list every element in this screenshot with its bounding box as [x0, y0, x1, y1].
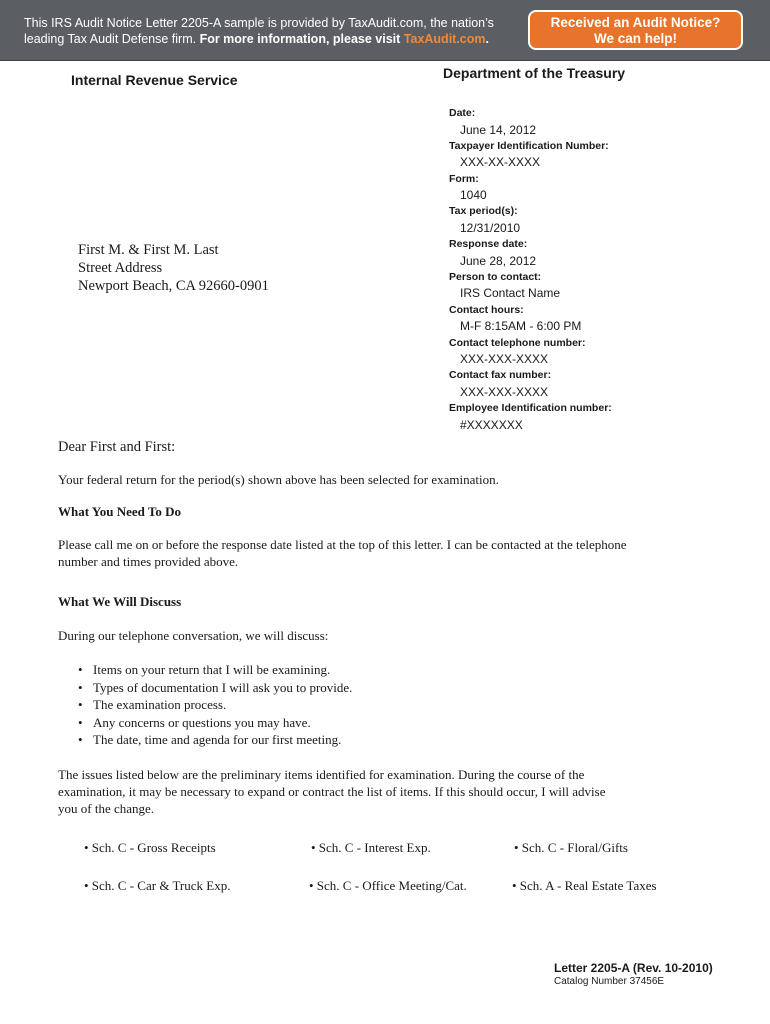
- list-item: [78, 714, 352, 732]
- banner-line-2-bold: For more information, please visit: [199, 32, 404, 46]
- letter-id: Letter 2205-A (Rev. 10-2010): [554, 961, 713, 975]
- recipient-address: [78, 241, 269, 295]
- contact-person-label: Person to contact:: [449, 270, 542, 283]
- form-value: 1040: [460, 188, 487, 203]
- response-date-value: June 28, 2012: [460, 253, 537, 268]
- list-item-text: Any concerns or questions you may have.: [93, 714, 311, 730]
- recipient-name: First M. & First M. Last: [78, 242, 219, 258]
- list-item-text: The date, time and agenda for our first meeting.: [93, 732, 342, 747]
- bullet-icon: •: [78, 697, 83, 712]
- contact-phone-label: Contact telephone number:: [449, 336, 586, 349]
- contact-hours-label: Contact hours:: [449, 303, 524, 316]
- paragraph-issues-intro: [58, 766, 718, 817]
- recipient-city: Newport Beach, CA 92660-0901: [78, 278, 269, 294]
- tax-period-label: Tax period(s):: [449, 205, 518, 218]
- issue-item: • Sch. A - Real Estate Taxes: [512, 878, 657, 893]
- contact-fax-label: Contact fax number:: [449, 369, 552, 382]
- audit-help-button[interactable]: [528, 10, 743, 50]
- heading-what-you-need-to-do: What You Need To Do: [58, 504, 182, 519]
- taxaudit-link[interactable]: TaxAudit.com: [403, 32, 486, 46]
- letter-info-block: [449, 105, 749, 433]
- bullet-icon: •: [78, 732, 83, 747]
- salutation: Dear First and First:: [58, 439, 176, 455]
- date-value: June 14, 2012: [460, 122, 537, 137]
- employee-id-value: #XXXXXXX: [460, 417, 523, 432]
- form-label: Form:: [449, 172, 479, 185]
- date-label: Date:: [449, 107, 476, 119]
- response-date-label: Response date:: [449, 238, 528, 251]
- catalog-number: Catalog Number 37456E: [554, 976, 665, 987]
- cta-line-1: Received an Audit Notice?: [550, 15, 721, 30]
- banner-period: .: [485, 32, 489, 46]
- cta-line-2: We can help!: [593, 31, 678, 46]
- tin-label: Taxpayer Identification Number:: [449, 139, 609, 152]
- recipient-street: Street Address: [78, 260, 163, 276]
- paragraph-discuss-intro: During our telephone conversation, we will discuss:: [58, 628, 329, 643]
- bullet-icon: •: [78, 714, 83, 730]
- banner-line-2: [24, 31, 514, 47]
- paragraph-need-to-do: [58, 536, 718, 570]
- contact-fax-value: XXX-XXX-XXXX: [460, 384, 549, 399]
- contact-phone-value: XXX-XXX-XXXX: [460, 352, 549, 367]
- list-item: [78, 731, 352, 749]
- list-item: [78, 661, 352, 679]
- list-item-text: The examination process.: [93, 697, 227, 712]
- issue-item: • Sch. C - Floral/Gifts: [514, 840, 628, 855]
- tin-value: XXX-XX-XXXX: [460, 155, 541, 170]
- agency-name: Internal Revenue Service: [71, 72, 238, 88]
- issue-item: • Sch. C - Gross Receipts: [84, 840, 216, 855]
- heading-what-we-will-discuss: What We Will Discuss: [58, 594, 182, 609]
- banner-text: [24, 15, 514, 47]
- list-item: [78, 679, 352, 697]
- banner-line-2-plain: leading Tax Audit Defense firm.: [24, 32, 200, 46]
- issue-item: • Sch. C - Office Meeting/Cat.: [309, 878, 467, 893]
- bullet-icon: •: [78, 662, 83, 677]
- tax-period-value: 12/31/2010: [460, 220, 521, 235]
- employee-id-label: Employee Identification number:: [449, 402, 612, 415]
- paragraph-line: Please call me on or before the response date listed at the top of this letter. I can be contacted at the telephone: [58, 537, 627, 552]
- paragraph-line: examination, it may be necessary to expand or contract the list of items. If this should occur, I will advise: [58, 784, 606, 799]
- contact-hours-value: M-F 8:15AM - 6:00 PM: [460, 319, 582, 334]
- paragraph-line: you of the change.: [58, 801, 155, 816]
- issue-item: • Sch. C - Interest Exp.: [311, 840, 431, 855]
- banner-line-1: This IRS Audit Notice Letter 2205-A sample is provided by TaxAudit.com, the nation’s: [24, 16, 494, 30]
- paragraph-line: The issues listed below are the preliminary items identified for examination. During the course of the: [58, 767, 585, 782]
- intro-paragraph: Your federal return for the period(s) shown above has been selected for examination.: [58, 472, 499, 487]
- contact-person-value: IRS Contact Name: [460, 286, 561, 301]
- list-item-text: Items on your return that I will be examining.: [93, 662, 331, 677]
- list-item: [78, 696, 352, 714]
- department-name: Department of the Treasury: [443, 65, 626, 81]
- promo-banner: [0, 0, 770, 61]
- issue-item: • Sch. C - Car & Truck Exp.: [84, 878, 231, 893]
- list-item-text: Types of documentation I will ask you to provide.: [93, 679, 353, 695]
- paragraph-line: number and times provided above.: [58, 554, 239, 569]
- discussion-list: [78, 661, 352, 749]
- bullet-icon: •: [78, 679, 83, 695]
